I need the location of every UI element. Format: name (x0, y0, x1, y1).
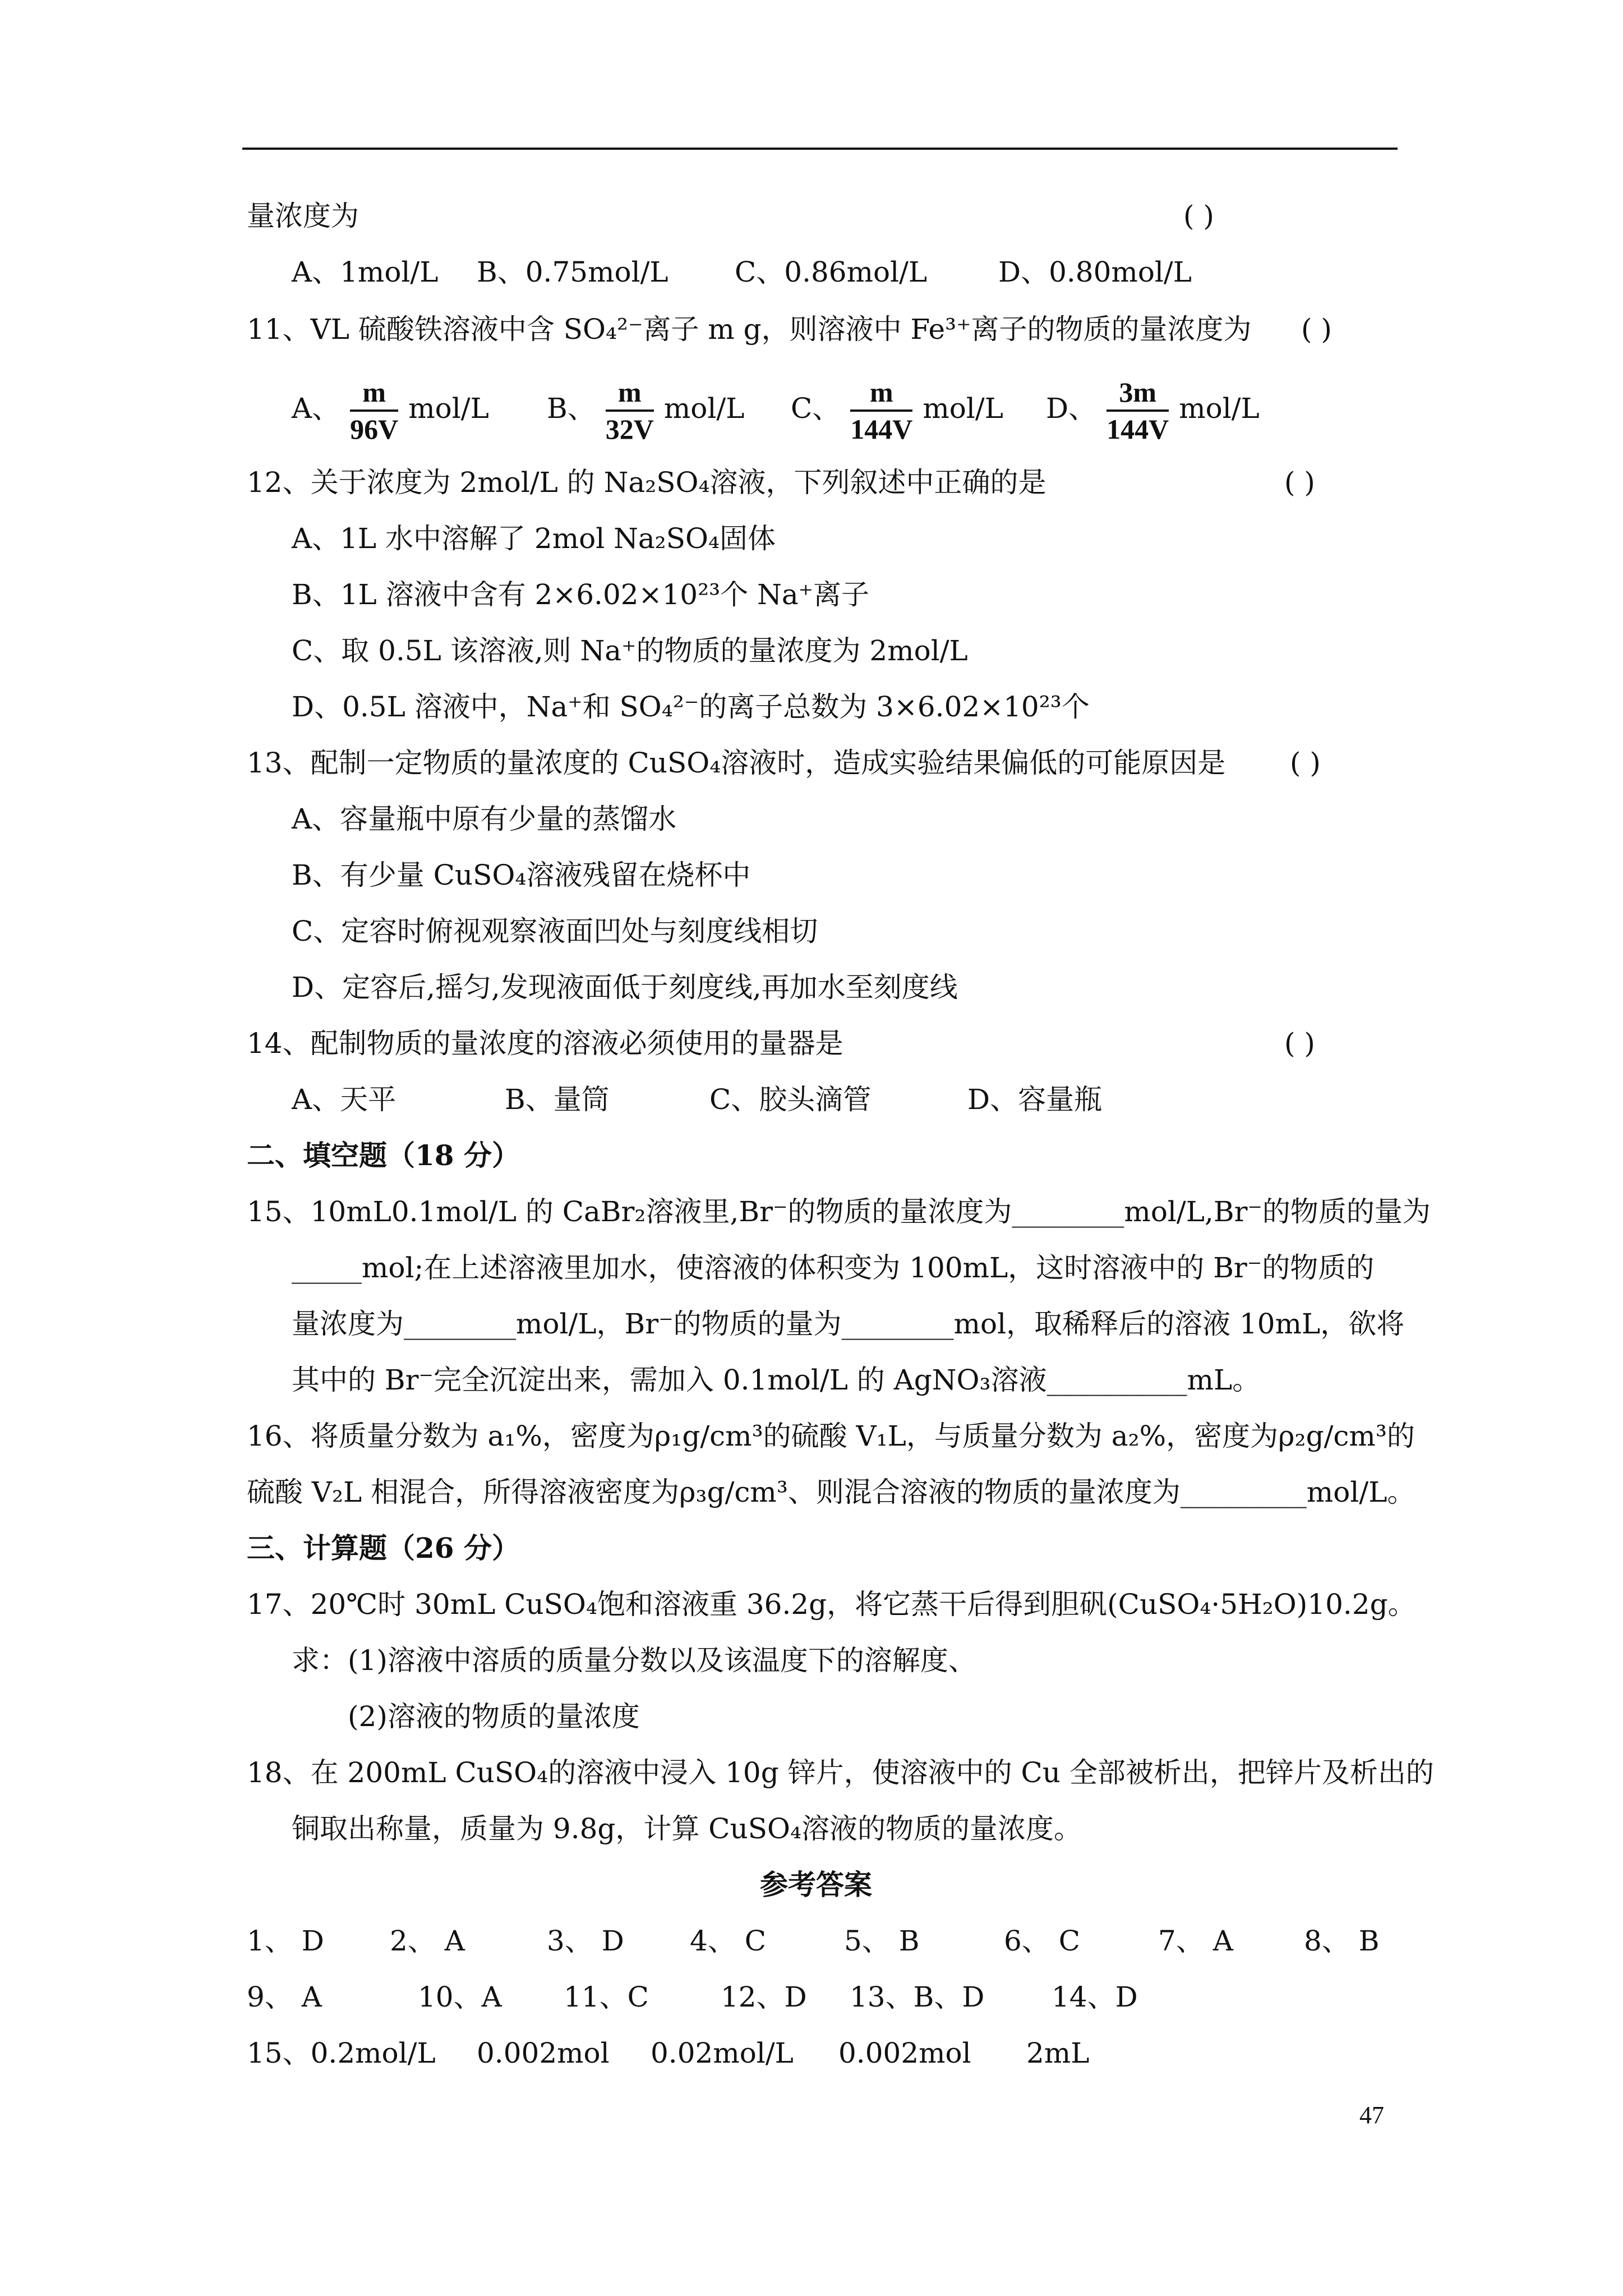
q17-line-1: 17、20℃时 30mL CuSO₄饱和溶液重 36.2g，将它蒸干后得到胆矾(CuSO₄·5H₂O)10.2g。 (247, 1588, 1416, 1621)
q16-line-1: 16、将质量分数为 a₁%，密度为ρ₁g/cm³的硫酸 V₁L，与质量分数为 a₂%，密度为ρ₂g/cm³的 (247, 1420, 1415, 1452)
q13-stem: 13、配制一定物质的量浓度的 CuSO₄溶液时，造成实验结果偏低的可能原因是 (247, 747, 1226, 779)
q10-option-a: A、1mol/L (292, 256, 439, 288)
q10-option-c: C、0.86mol/L (735, 256, 928, 288)
answer-item: 2、 A (390, 1925, 465, 1957)
q17-line-2: 求：(1)溶液中溶质的质量分数以及该温度下的溶解度、 (292, 1644, 976, 1677)
q13-answer-paren: ( ) (1290, 747, 1321, 779)
q14-stem: 14、配制物质的量浓度的溶液必须使用的量器是 (247, 1027, 843, 1060)
q15-line-4: 其中的 Br⁻完全沉淀出来，需加入 0.1mol/L 的 AgNO₃溶液__________mL。 (292, 1364, 1261, 1396)
answer-row-3 (247, 2033, 1089, 2073)
q13-option-d: D、定容后,摇匀,发现液面低于刻度线,再加水至刻度线 (292, 971, 958, 1004)
q11-option-a: A、 $\frac{m}{96V}$ mol/L (292, 375, 489, 447)
section-fill-in-heading: 二、填空题（18 分） (247, 1139, 520, 1172)
answer-item: 1、 D (247, 1925, 324, 1957)
q12-option-a: A、1L 水中溶解了 2mol Na₂SO₄固体 (292, 522, 776, 555)
answer-item: 13、B、D (850, 1981, 985, 2013)
q13-option-a: A、容量瓶中原有少量的蒸馏水 (292, 803, 677, 835)
q11-option-b: B、 $\frac{m}{32V}$ mol/L (547, 375, 744, 447)
q10-continuation: 量浓度为 (247, 200, 359, 232)
answer-item: 4、 C (690, 1925, 766, 1957)
q14-option-a: A、天平 (292, 1083, 396, 1116)
answer-item: 0.02mol/L (651, 2037, 794, 2069)
answer-item: 6、 C (1004, 1925, 1080, 1957)
q18-line-2: 铜取出称量，质量为 9.8g，计算 CuSO₄溶液的物质的量浓度。 (292, 1812, 1082, 1845)
q12-answer-paren: ( ) (1284, 466, 1315, 499)
answer-item: 3、 D (547, 1925, 624, 1957)
answer-item: 9、 A (247, 1981, 322, 2013)
header-rule (242, 148, 1398, 150)
q11-option-c: C、 $\frac{m}{144V}$ mol/L (791, 375, 1003, 447)
q13-option-c: C、定容时俯视观察液面凹处与刻度线相切 (292, 915, 818, 947)
answer-item: 0.002mol (838, 2037, 971, 2069)
q14-option-d: D、容量瓶 (967, 1083, 1103, 1116)
answer-item: 12、D (721, 1981, 807, 2013)
answer-item: 14、D (1052, 1981, 1138, 2013)
q12-option-d: D、0.5L 溶液中，Na⁺和 SO₄²⁻的离子总数为 3×6.02×10²³个 (292, 691, 1090, 723)
q14-option-c: C、胶头滴管 (709, 1083, 872, 1116)
q13-option-b: B、有少量 CuSO₄溶液残留在烧杯中 (292, 859, 751, 891)
answer-item: 5、 B (844, 1925, 920, 1957)
q15-line-3: 量浓度为________mol/L，Br⁻的物质的量为________mol，取稀释后的溶液 10mL，欲将 (292, 1308, 1405, 1340)
q11-option-d: D、 $\frac{3m}{144V}$ mol/L (1046, 375, 1260, 447)
q14-option-b: B、量筒 (505, 1083, 610, 1116)
section-calculation-heading: 三、计算题（26 分） (247, 1531, 520, 1565)
answer-item: 7、 A (1158, 1925, 1233, 1957)
q12-stem: 12、关于浓度为 2mol/L 的 Na₂SO₄溶液，下列叙述中正确的是 (247, 466, 1046, 499)
fraction: $\frac{m}{32V}$ (606, 375, 654, 447)
page-number: 47 (1359, 2101, 1384, 2129)
answer-row-2 (247, 1977, 1138, 2017)
answer-item: 15、0.2mol/L (247, 2037, 436, 2069)
fraction: $\frac{m}{144V}$ (850, 375, 912, 447)
fraction: $\frac{m}{96V}$ (350, 375, 398, 447)
q15-line-2: _____mol;在上述溶液里加水，使溶液的体积变为 100mL，这时溶液中的 Br⁻的物质的 (292, 1251, 1375, 1284)
q12-option-c: C、取 0.5L 该溶液,则 Na⁺的物质的量浓度为 2mol/L (292, 634, 968, 667)
q10-option-b: B、0.75mol/L (477, 256, 668, 288)
q17-line-3: (2)溶液的物质的量浓度 (348, 1700, 640, 1733)
q15-line-1: 15、10mL0.1mol/L 的 CaBr₂溶液里,Br⁻的物质的量浓度为________mol/L,Br⁻的物质的量为 (247, 1195, 1431, 1228)
answer-item: 2mL (1026, 2037, 1090, 2069)
q12-option-b: B、1L 溶液中含有 2×6.02×10²³个 Na⁺离子 (292, 578, 870, 611)
answer-item: 10、A (418, 1981, 502, 2013)
q11-stem: 11、VL 硫酸铁溶液中含 SO₄²⁻离子 m g，则溶液中 Fe³⁺离子的物质的量浓度为 (247, 313, 1252, 346)
q11-answer-paren: ( ) (1301, 313, 1332, 346)
answers-heading: 参考答案 (760, 1868, 872, 1901)
q16-line-2: 硫酸 V₂L 相混合，所得溶液密度为ρ₃g/cm³、则混合溶液的物质的量浓度为_________mol/L。 (247, 1476, 1415, 1508)
fraction: $\frac{3m}{144V}$ (1106, 375, 1169, 447)
q18-line-1: 18、在 200mL CuSO₄的溶液中浸入 10g 锌片，使溶液中的 Cu 全部被析出，把锌片及析出的 (247, 1756, 1434, 1789)
q10-answer-paren: ( ) (1183, 200, 1214, 232)
q14-answer-paren: ( ) (1284, 1027, 1315, 1060)
answer-row-1 (247, 1921, 1379, 1961)
answer-item: 8、 B (1304, 1925, 1380, 1957)
answer-item: 0.002mol (477, 2037, 610, 2069)
answer-item: 11、C (564, 1981, 649, 2013)
q10-option-d: D、0.80mol/L (998, 256, 1192, 288)
